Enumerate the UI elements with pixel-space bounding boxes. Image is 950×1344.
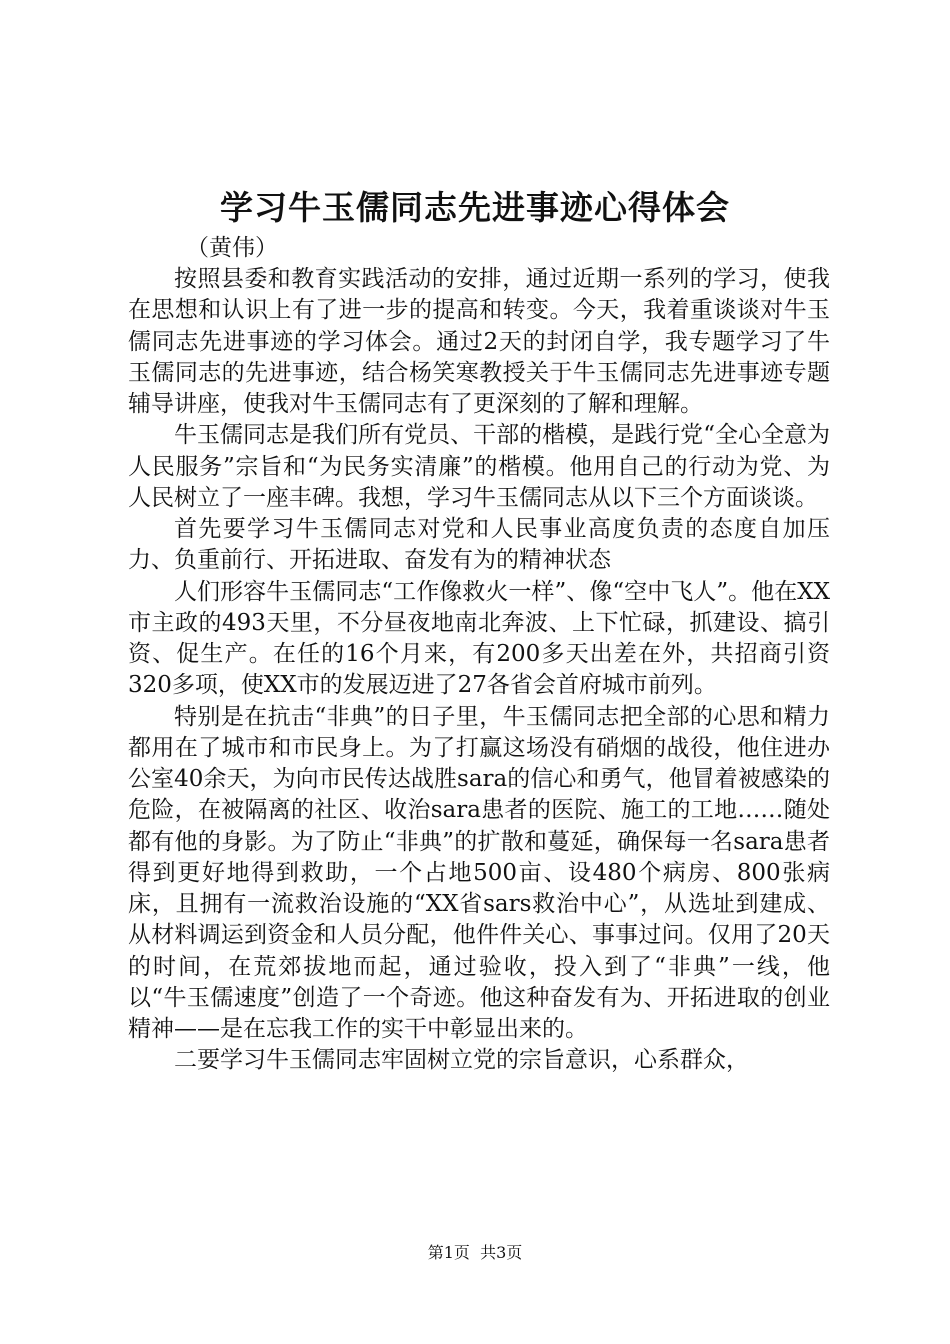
body-paragraph: 人们形容牛玉儒同志“工作像救火一样”、像“空中飞人”。他在XX市主政的493天里，不分昼夜地南北奔波、上下忙碌，抓建设、搞引资、促生产。在任的16个月来，有200多天出差在外，共招商引资320多项，使XX市的发展迈进了27各省会首府城市前列。 [128, 578, 830, 699]
document-title: 学习牛玉儒同志先进事迹心得体会 [220, 188, 730, 227]
document-body [128, 264, 830, 1077]
page-number: 第1页 [427, 1243, 470, 1262]
body-paragraph: 首先要学习牛玉儒同志对党和人民事业高度负责的态度自加压力、负重前行、开拓进取、奋发有为的精神状态 [128, 516, 830, 574]
body-paragraph: 二要学习牛玉儒同志牢固树立党的宗旨意识，心系群众， [174, 1047, 749, 1074]
page-total: 共3页 [480, 1243, 523, 1262]
author-line: （黄伟） [186, 235, 278, 261]
body-paragraph: 按照县委和教育实践活动的安排，通过近期一系列的学习，使我在思想和认识上有了进一步的提高和转变。今天，我着重谈谈对牛玉儒同志先进事迹的学习体会。通过2天的封闭自学，我专题学习了牛玉儒同志的先进事迹，结合杨笑寒教授关于牛玉儒同志先进事迹专题辅导讲座，使我对牛玉儒同志有了更深刻的了解和理解。 [128, 266, 830, 417]
body-paragraph: 特别是在抗击“非典”的日子里，牛玉儒同志把全部的心思和精力都用在了城市和市民身上。为了打赢这场没有硝烟的战役，他住进办公室40余天，为向市民传达战胜sara的信心和勇气，他冒着被感染的危险，在被隔离的社区、收治sara患者的医院、施工的工地……随处都有他的身影。为了防止“非典”的扩散和蔓延，确保每一名sara患者得到更好地得到救助，一个占地500亩、设480个病房、800张病床，且拥有一流救治设施的“XX省sars救治中心”，从选址到建成、从材料调运到资金和人员分配，他件件关心、事事过问。仅用了20天的时间，在荒郊拔地而起，通过验收，投入到了“非典”一线，他以“牛玉儒速度”创造了一个奇迹。他这种奋发有为、开拓进取的创业精神——是在忘我工作的实干中彰显出来的。 [128, 703, 830, 1042]
body-paragraph: 牛玉儒同志是我们所有党员、干部的楷模，是践行党“全心全意为人民服务”宗旨和“为民务实清廉”的楷模。他用自己的行动为党、为人民树立了一座丰碑。我想，学习牛玉儒同志从以下三个方面谈谈。 [128, 422, 830, 511]
page-footer [0, 1242, 950, 1264]
